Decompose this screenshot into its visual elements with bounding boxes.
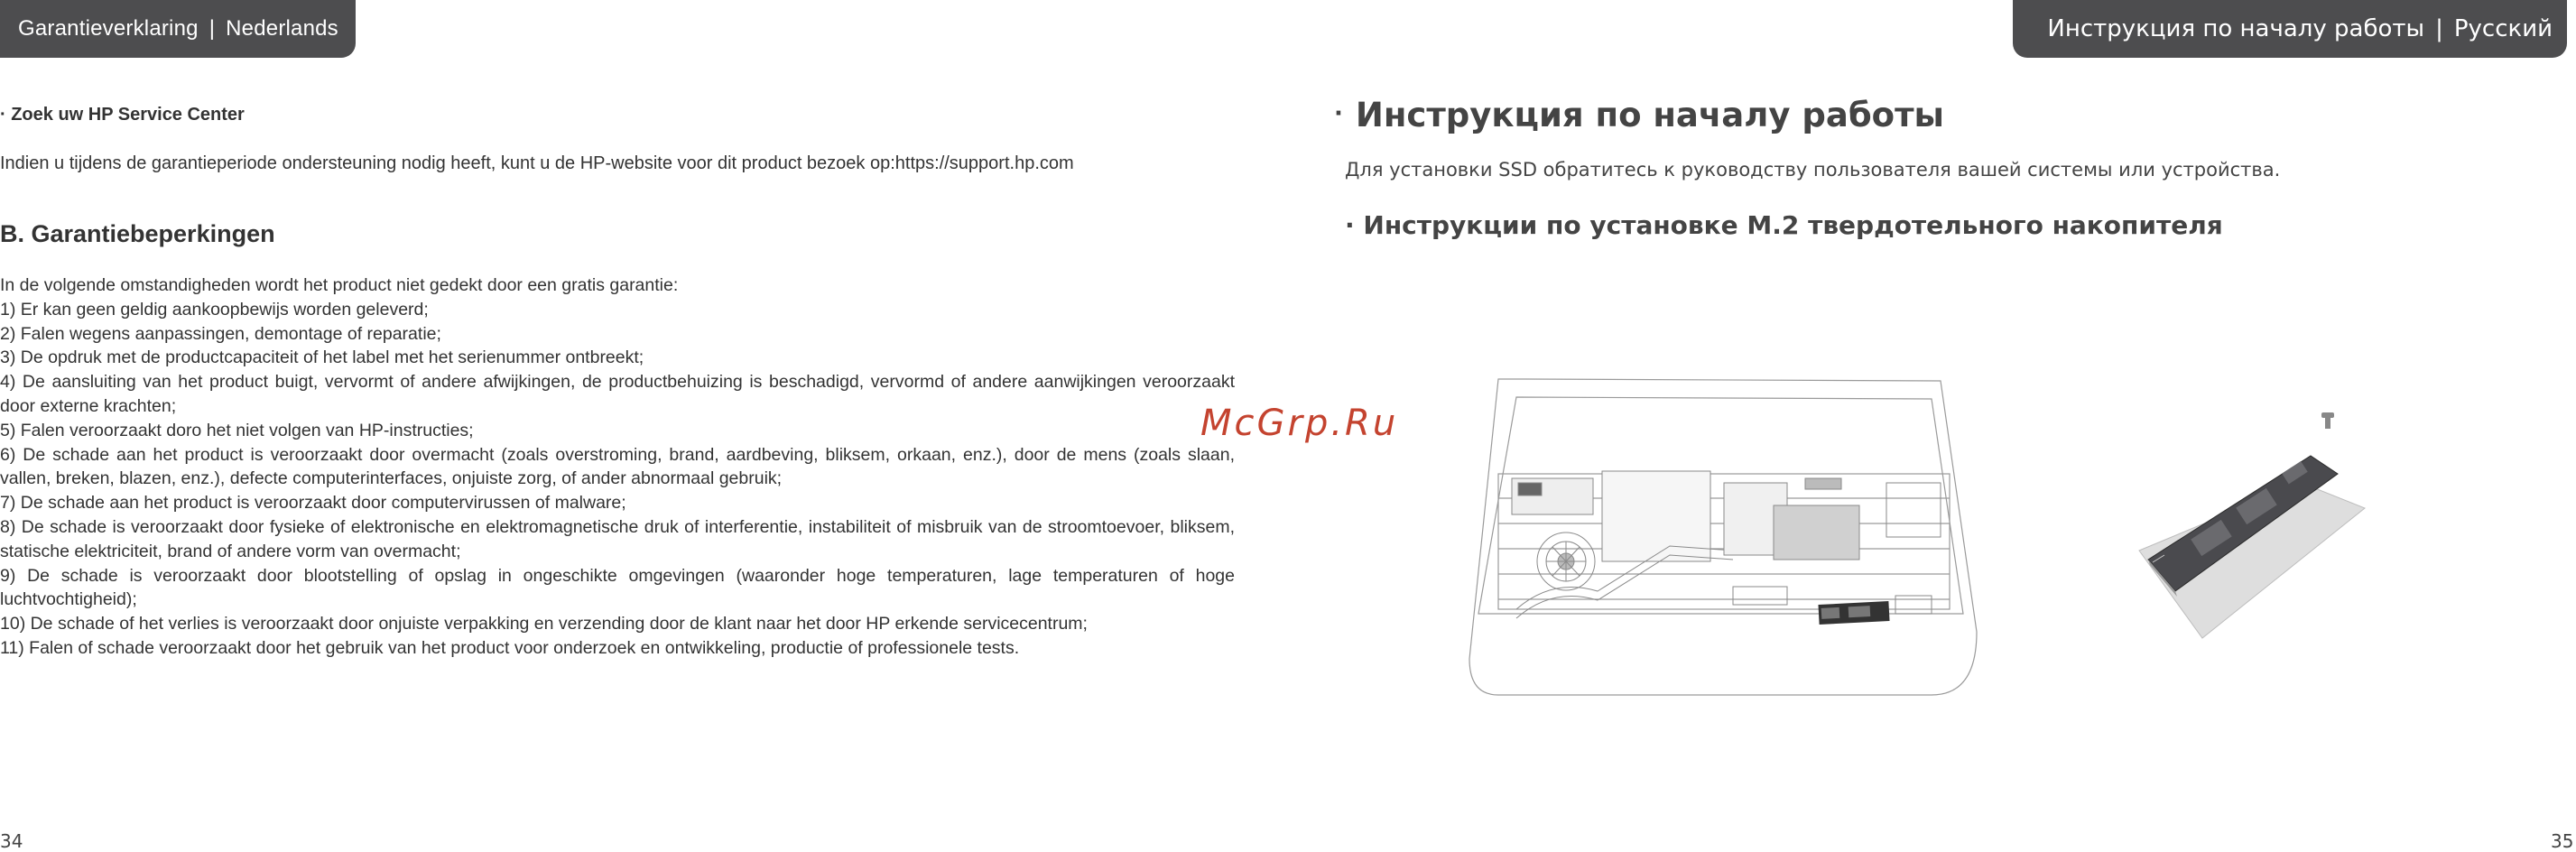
limitation-item: 7) De schade aan het product is veroorzaakt door computervirussen of malware; (0, 493, 626, 514)
limitation-item: 8) De schade is veroorzaakt door fysieke of elektronische en elektromagnetische druk of interferentie, instabiliteit of misbruik van de stroomtoevoer, bliksem, statische elektriciteit, brand of andere vorm van overmacht; (0, 516, 1235, 561)
limitations-list (0, 273, 1235, 661)
limitation-item: 2) Falen wegens aanpassingen, demontage of reparatie; (0, 323, 441, 344)
quick-start-title (1334, 96, 1944, 134)
left-header-tab (0, 0, 356, 58)
limitation-item: 11) Falen of schade veroorzaakt door het gebruik van het product voor onderzoek en ontwikkeling, productie of professionele tests. (0, 637, 1020, 658)
quick-start-intro: Для установки SSD обратитесь к руководству пользователя вашей системы или устройства. (1345, 159, 2281, 181)
section-b-heading: B. Garantiebeperkingen (0, 220, 275, 247)
left-header-title: Garantieverklaring (18, 16, 199, 41)
screw-icon (2321, 412, 2334, 429)
limitation-item: 6) De schade aan het product is veroorzaakt door overmacht (zoals overstroming, brand, aardbeving, bliksem, orkaan, enz.), door de mens (zoals slaan, vallen, breken, blazen, enz.), defecte computerinterfaces, onjuiste zorg, of ander abnormaal gebruik; (0, 444, 1235, 489)
ssd-illustration (2112, 402, 2374, 645)
limitation-item: 10) De schade of het verlies is veroorzaakt door onjuiste verpakking en verzending door de klant naar het door HP erkende servicecentrum; (0, 614, 1088, 634)
limitation-item: 3) De opdruk met de productcapaciteit of het label met het serienummer ontbreekt; (0, 347, 644, 368)
watermark: McGrp.Ru (1200, 403, 1399, 444)
right-header-separator: | (2435, 15, 2443, 42)
limitation-item: In de volgende omstandigheden wordt het product niet gedekt door een gratis garantie: (0, 275, 679, 295)
quick-start-title-text: Инструкция по началу работы (1355, 96, 1944, 134)
limitation-item: 1) Er kan geen geldig aankoopbewijs worden geleverd; (0, 299, 429, 320)
right-header-title: Инструкция по началу работы (2047, 15, 2425, 42)
page-number-left: 34 (0, 830, 23, 852)
find-service-text: Indien u tijdens de garantieperiode ondersteuning nodig heeft, kunt u de HP-website voor dit product bezoek op:https://support.hp.com (0, 153, 1074, 173)
right-header-language: Русский (2453, 15, 2553, 42)
page-number-right: 35 (2551, 830, 2574, 852)
limitation-item: 5) Falen veroorzaakt doro het niet volgen van HP-instructies; (0, 420, 474, 440)
left-header-language: Nederlands (226, 16, 338, 41)
right-header-tab (2013, 0, 2567, 58)
limitation-item: 4) De aansluiting van het product buigt, vervormt of andere afwijkingen, de productbehuizing is beschadigd, vervormd of andere aanwijkingen veroorzaakt door externe krachten; (0, 372, 1235, 416)
left-header-separator: | (208, 16, 216, 41)
install-subheading: · Инструкции по установке M.2 твердотельного накопителя (1345, 210, 2223, 240)
find-service-heading: · Zoek uw HP Service Center (0, 105, 245, 125)
laptop-illustration (1462, 370, 1995, 704)
title-bullet: · (1334, 100, 1343, 127)
limitation-item: 9) De schade is veroorzaakt door blootstelling of opslag in ongeschikte omgevingen (waaronder hoge temperaturen, lage temperaturen of hoge luchtvochtigheid); (0, 565, 1235, 610)
